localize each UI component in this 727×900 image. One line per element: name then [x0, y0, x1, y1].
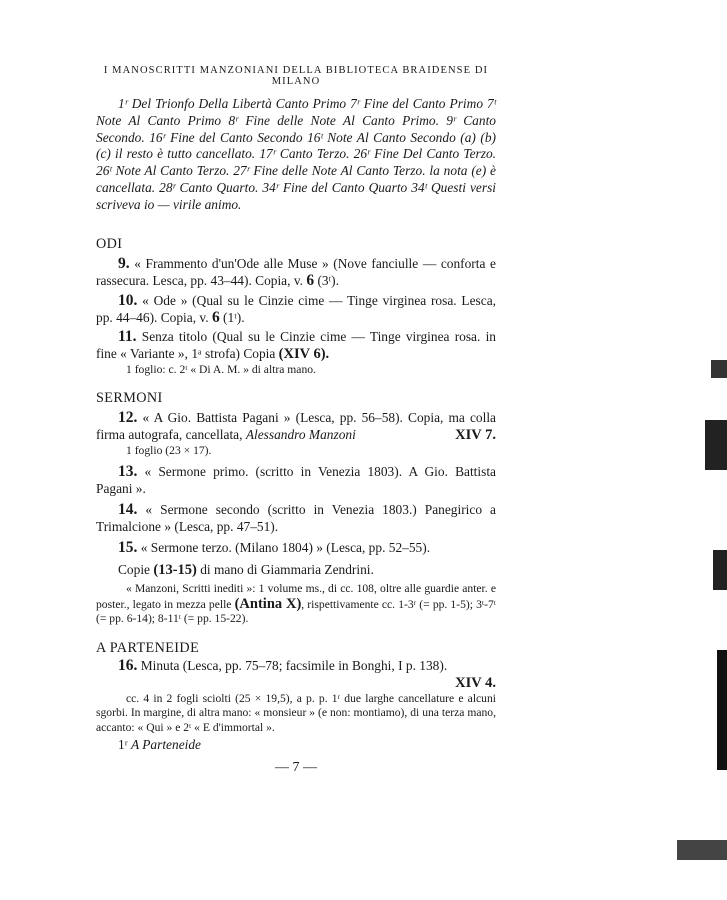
- volume-number: 6: [211, 308, 220, 326]
- manuscript-note: [96, 582, 496, 627]
- scan-edge-artifact: [713, 550, 727, 590]
- entry-number: 12.: [118, 409, 138, 426]
- entry-tail: (1ᵗ).: [223, 309, 245, 325]
- signature: Alessandro Manzoni: [245, 426, 356, 442]
- entry-number: 14.: [118, 501, 138, 518]
- entry-number: 16.: [118, 657, 138, 674]
- intro-paragraph: 1ʳ Del Trionfo Della Libertà Canto Primo 7ʳ Fine del Canto Primo 7ᵗ Note Al Canto Primo 8ʳ Fine delle Note Al Canto Primo. 9ʳ Canto Secondo. 16ʳ Fine del Canto Secondo 16ᵗ Note Al Canto Secondo (a) (b) (c) il resto è tutto cancellato. 17ʳ Canto Terzo. 26ʳ Fine Del Canto Terzo. 26ᵗ Note Al Canto Terzo. 27ʳ Fine delle Note Al Canto Terzo. la nota (e) è cancellata. 28ʳ Canto Quarto. 34ʳ Fine del Canto Quarto 34ᵗ Questi versi scriveva io — virile animo.: [96, 96, 496, 212]
- scan-edge-artifact: [711, 360, 727, 378]
- page-number: — 7 —: [275, 760, 317, 775]
- entry-number: 15.: [118, 539, 138, 556]
- entry-10: [96, 293, 496, 327]
- intro-block: [96, 96, 496, 214]
- entry-11: [96, 329, 496, 377]
- copie-range: (13-15): [153, 562, 197, 578]
- odi-section: [96, 236, 496, 253]
- entry-number: 9.: [118, 255, 130, 272]
- folio-number: 1ʳ: [118, 737, 128, 753]
- sermoni-section: [96, 390, 496, 407]
- entry-number: 11.: [118, 328, 137, 345]
- entry-16: [96, 658, 496, 754]
- copie-text: di mano di Giammaria Zendrini.: [200, 562, 374, 577]
- shelf-reference: (XIV 6).: [278, 345, 330, 362]
- section-heading-parteneide: A PARTENEIDE: [96, 640, 200, 656]
- entry-note: cc. 4 in 2 fogli sciolti (25 × 19,5), a p. p. 1ʳ due larghe cancellature e alcuni sgorbi. In margine, di altra mano: « monsieur » (e non: montiamo), di una terza mano, accanto: « Qui » e 2ᵗ « E d'immortal ».: [96, 691, 496, 734]
- entry-text: Minuta (Lesca, pp. 75–78; facsimile in Bonghi, I p. 138).: [140, 658, 448, 673]
- parteneide-section: [96, 640, 496, 657]
- entry-note: 1 foglio: c. 2ᵗ « Di A. M. » di altra mano.: [126, 362, 316, 376]
- section-heading-odi: ODI: [96, 236, 123, 252]
- entry-text: « Sermone primo. (scritto in Venezia 1803). A Gio. Battista Pagani ».: [96, 464, 496, 496]
- entry-text: « Sermone terzo. (Milano 1804) » (Lesca, pp. 52–55).: [140, 540, 431, 555]
- volume-number: 6: [306, 271, 315, 289]
- entry-text: « Ode » (Qual su le Cinzie cime — Tinge virginea rosa. Lesca, pp. 44–46). Copia, v.: [96, 293, 496, 325]
- entry-text: Senza titolo (Qual su le Cinzie cime — Tinge virginea rosa. in fine « Variante », 1ᵃ strofa) Copia: [96, 329, 496, 361]
- entry-number: 13.: [118, 463, 138, 480]
- entry-text: « A Gio. Battista Pagani » (Lesca, pp. 56–58). Copia, ma colla firma autografa, cancellata,: [96, 410, 496, 442]
- running-header: I MANOSCRITTI MANZONIANI DELLA BIBLIOTECA BRAIDENSE DI MILANO: [103, 65, 489, 87]
- note-text-end: , rispettivamente cc. 1-3ʳ (= pp. 1-5); 3ᵗ-7ᵗ (= pp. 6-14); 8-11ᵗ (= pp. 15-22).: [96, 597, 496, 626]
- entry-9: [96, 256, 496, 290]
- section-heading-sermoni: SERMONI: [96, 390, 163, 406]
- note-bold: (Antina X): [234, 595, 302, 612]
- shelf-reference: XIV 4.: [455, 674, 496, 691]
- scan-edge-artifact: [705, 420, 727, 470]
- scan-edge-artifact: [677, 840, 727, 860]
- copie-label: Copie: [118, 562, 150, 577]
- scan-edge-artifact: [717, 650, 727, 770]
- entry-14: [96, 502, 496, 536]
- entry-number: 10.: [118, 292, 138, 309]
- entry-note: 1 foglio (23 × 17).: [126, 443, 212, 457]
- note-text: « Manzoni, Scritti inediti »: 1 volume ms., di cc. 108, oltre alle guardie anter. e poster., legato in mezza pelle: [96, 582, 496, 611]
- entry-13: [96, 464, 496, 498]
- copie-line: [96, 562, 496, 579]
- shelf-reference: XIV 7.: [455, 426, 496, 443]
- entry-15: [96, 540, 496, 557]
- entry-text: « Frammento d'un'Ode alle Muse » (Nove fanciulle — conforta e rassecura. Lesca, pp. 43–44). Copia, v.: [96, 256, 496, 288]
- entry-tail: (3ᵗ).: [317, 272, 339, 288]
- entry-12: [96, 410, 496, 458]
- folio-title: A Parteneide: [130, 737, 202, 753]
- entry-text: « Sermone secondo (scritto in Venezia 1803.) Panegirico a Trimalcione » (Lesca, pp. 47–51).: [96, 502, 496, 534]
